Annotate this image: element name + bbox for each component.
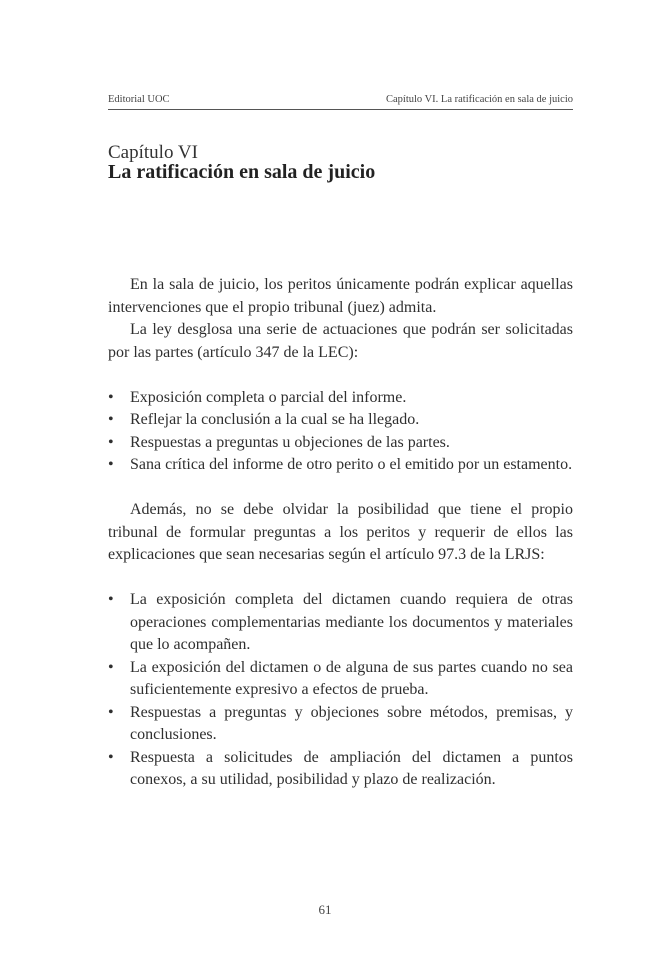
bullet-icon: • bbox=[108, 748, 114, 766]
header-publisher: Editorial UOC bbox=[108, 94, 170, 105]
list-item: • Exposición completa o parcial del informe. bbox=[108, 387, 573, 410]
list-item: • La exposición del dictamen o de alguna de sus partes cuando no sea suficientemente expresivo a efectos de prueba. bbox=[108, 658, 573, 698]
bullet-list-1 bbox=[108, 387, 573, 477]
paragraph-1: En la sala de juicio, los peritos únicamente podrán explicar aquellas intervenciones que el propio tribunal (juez) admita. bbox=[108, 276, 573, 316]
list-item: • Respuestas a preguntas u objeciones de las partes. bbox=[108, 432, 573, 455]
list-item: • La exposición completa del dictamen cuando requiera de otras operaciones complementarias mediante los documentos y materiales que lo acompañen. bbox=[108, 591, 573, 653]
bullet-icon: • bbox=[108, 658, 114, 676]
paragraph-2: La ley desglosa una serie de actuaciones que podrán ser solicitadas por las partes (artículo 347 de la LEC): bbox=[108, 321, 573, 361]
bullet-icon: • bbox=[108, 703, 114, 721]
page-number: 61 bbox=[318, 902, 332, 917]
bullet-list-2 bbox=[108, 589, 573, 792]
paragraph-3: Además, no se debe olvidar la posibilidad que tiene el propio tribunal de formular preguntas a los peritos y requerir de ellos las explicaciones que sean necesarias según el artículo 97.3 de la LRJS: bbox=[108, 501, 573, 563]
list-item: • Respuestas a preguntas y objeciones sobre métodos, premisas, y conclusiones. bbox=[108, 703, 573, 743]
list-item: • Reflejar la conclusión a la cual se ha llegado. bbox=[108, 409, 573, 432]
bullet-icon: • bbox=[108, 388, 114, 406]
bullet-icon: • bbox=[108, 591, 114, 608]
list-item: • Sana crítica del informe de otro perito o el emitido por un estamento. bbox=[108, 454, 573, 477]
chapter-kicker: Capítulo VI bbox=[108, 142, 198, 163]
body-text bbox=[108, 274, 573, 792]
header-chapter: Capítulo VI. La ratificación en sala de juicio bbox=[386, 94, 573, 105]
chapter-title: La ratificación en sala de juicio bbox=[108, 161, 376, 183]
bullet-icon: • bbox=[108, 456, 114, 473]
running-header bbox=[108, 94, 573, 110]
bullet-icon: • bbox=[108, 433, 114, 451]
list-item: • Respuesta a solicitudes de ampliación del dictamen a puntos conexos, a su utilidad, posibilidad y plazo de realización. bbox=[108, 748, 573, 788]
bullet-icon: • bbox=[108, 411, 114, 428]
